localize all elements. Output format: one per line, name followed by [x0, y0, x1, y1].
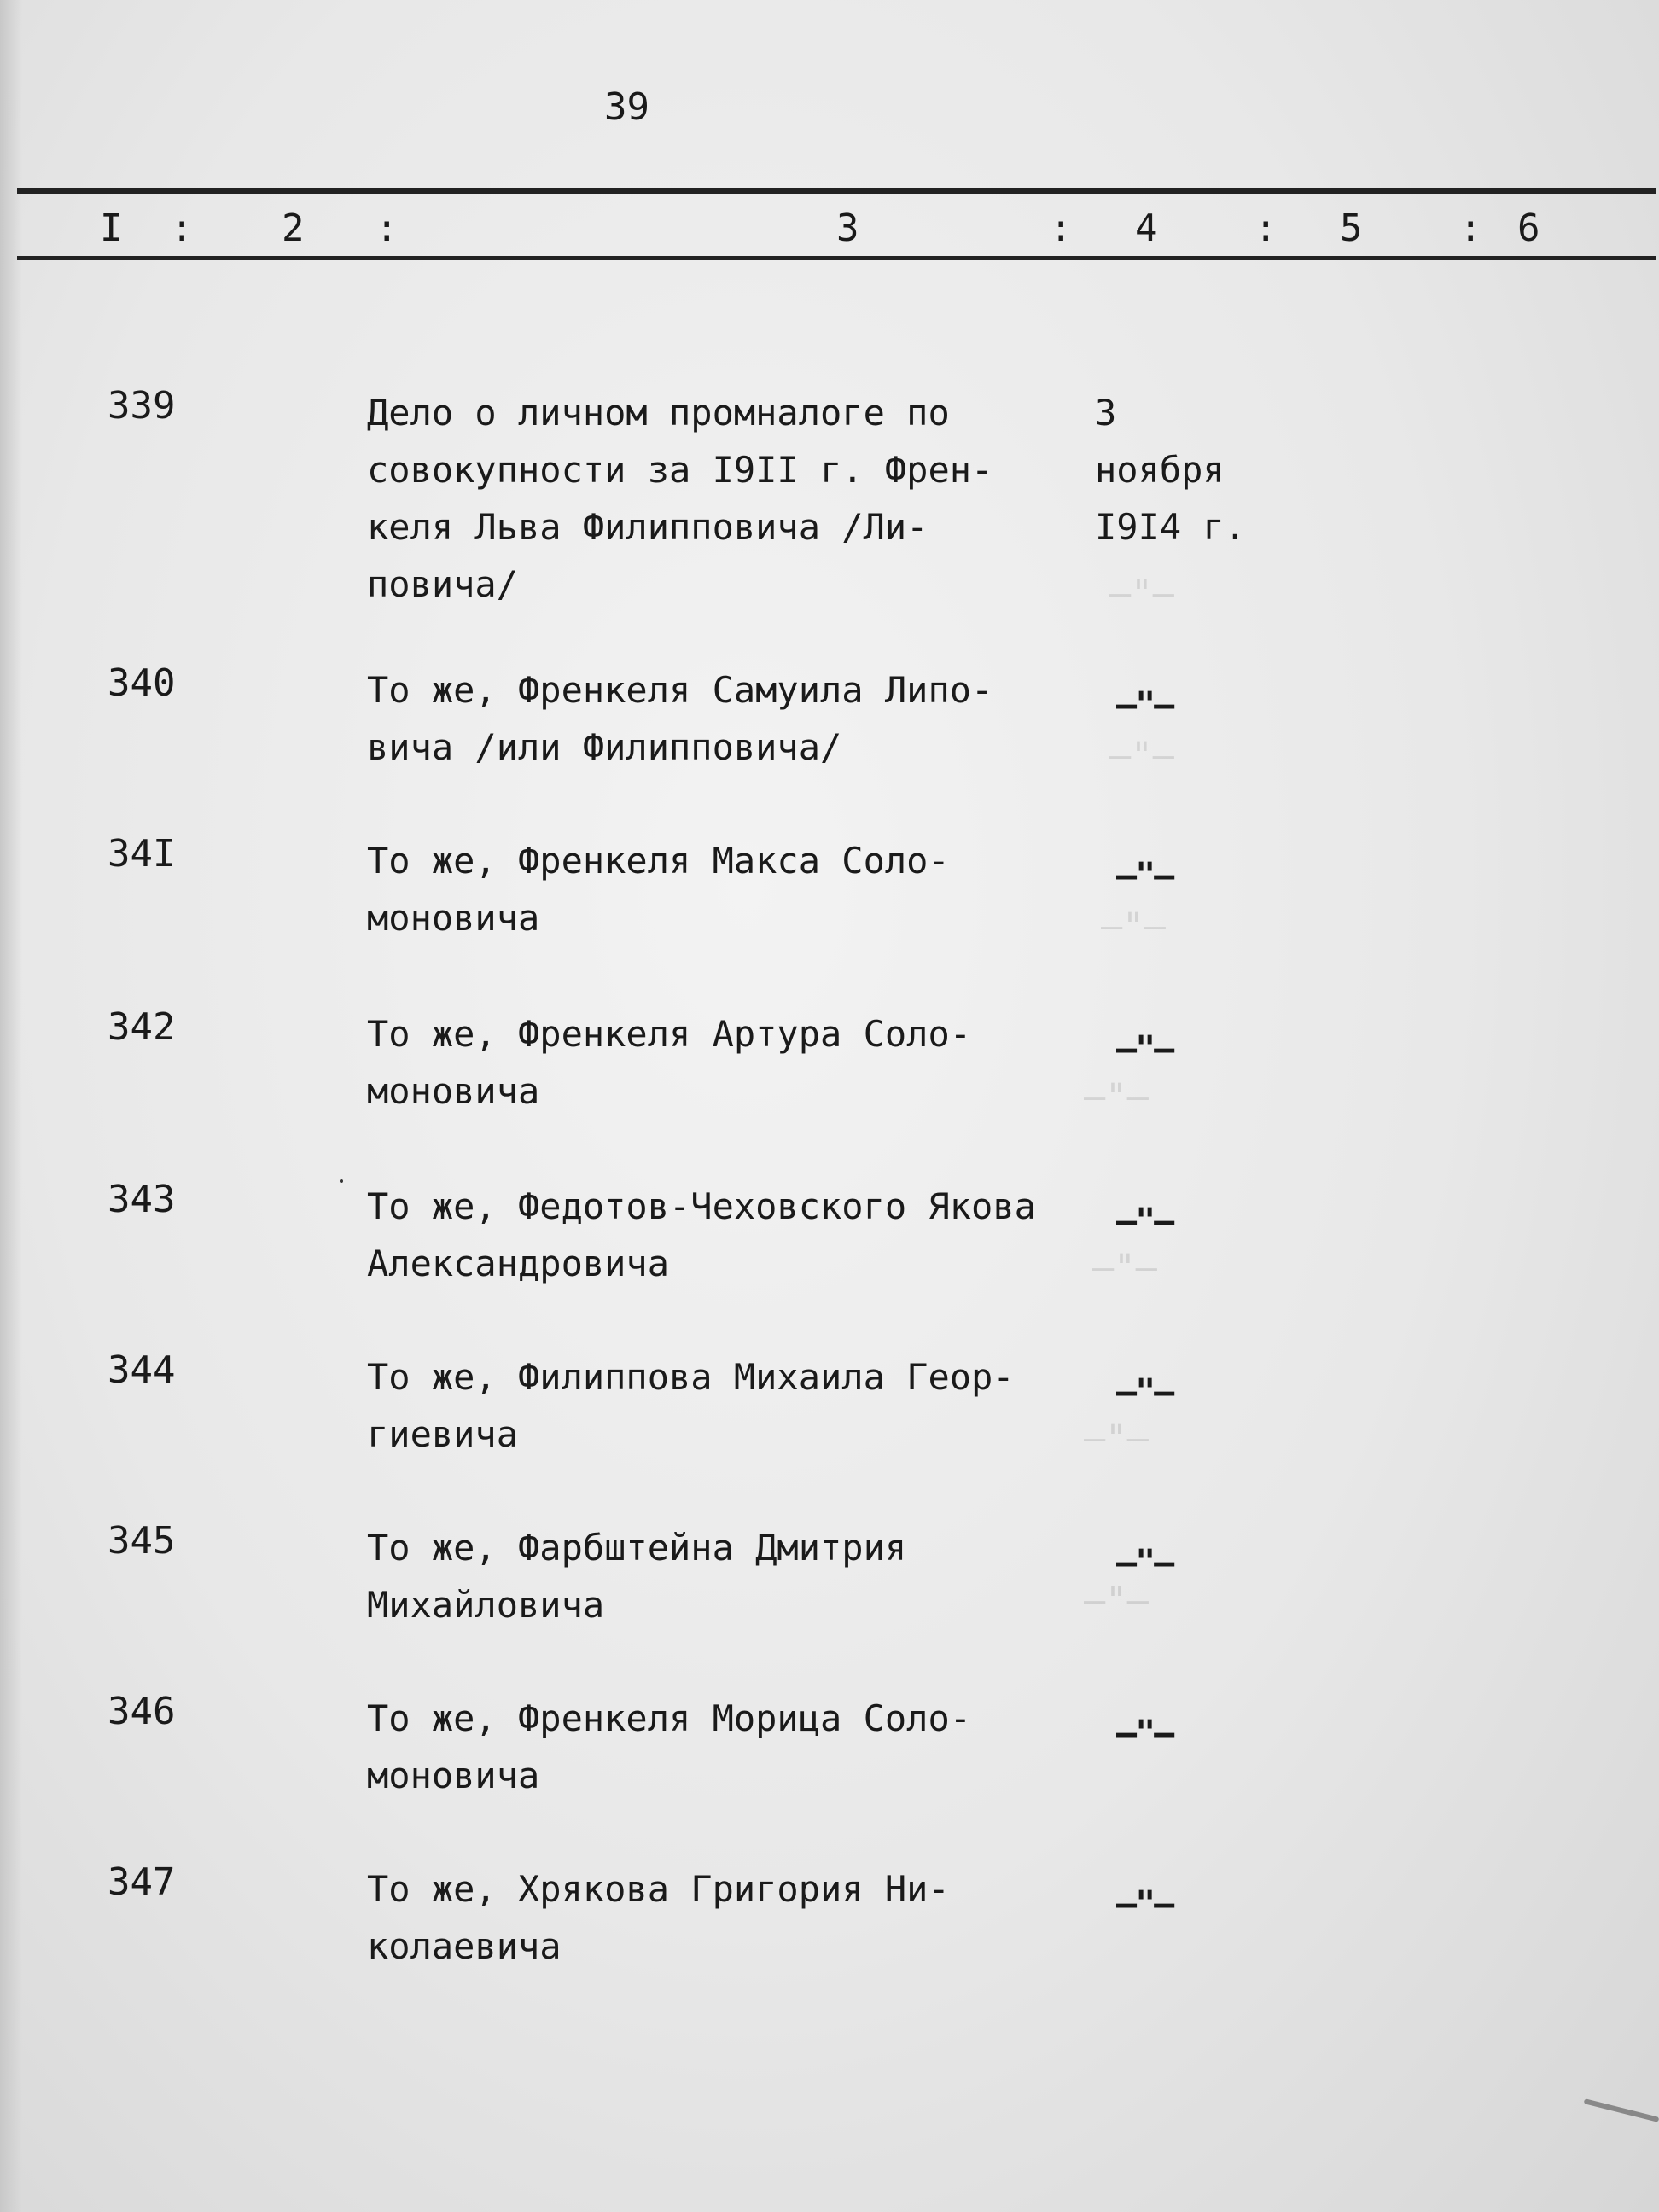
description-line: Михайловича [367, 1584, 605, 1626]
description-line: гиевича [367, 1413, 519, 1455]
description-line: То же, Френкеля Самуила Липо- [367, 669, 993, 711]
header-bottom-rule [17, 256, 1656, 260]
entry-number: 347 [108, 1860, 176, 1904]
column-header-1: I [100, 207, 123, 250]
description-line: повича/ [367, 563, 519, 605]
entry-description [367, 1860, 1109, 1975]
date-day: 3 [1095, 392, 1117, 434]
column-header-5: 5 [1340, 207, 1363, 250]
page-number: 39 [604, 85, 649, 129]
description-line: То же, Хрякова Григория Ни- [367, 1868, 950, 1910]
column-header-3: 3 [836, 207, 859, 250]
entry-description [367, 1690, 1109, 1804]
column-header-6: 6 [1517, 207, 1540, 250]
column-separator: : [171, 207, 194, 250]
entry-description [367, 1519, 1109, 1633]
entry-description [367, 661, 1109, 776]
description-line: моновича [367, 897, 540, 939]
column-separator: : [375, 207, 399, 250]
ditto-mark: –"– [1116, 856, 1173, 895]
entry-number: 340 [108, 661, 176, 705]
entry-description [367, 384, 1109, 613]
description-line: моновича [367, 1070, 540, 1112]
description-line: моновича [367, 1755, 540, 1796]
column-header-4: 4 [1135, 207, 1158, 250]
ditto-mark: –"– [1116, 1202, 1173, 1241]
description-line: То же, Френкеля Артура Соло- [367, 1013, 972, 1055]
description-line: То же, Федотов-Чеховского Якова [367, 1185, 1036, 1227]
description-line: совокупности за I9II г. Френ- [367, 449, 993, 491]
entry-date [1095, 384, 1246, 556]
entry-number: 343 [108, 1178, 176, 1221]
ditto-mark: –"– [1116, 1714, 1173, 1753]
entry-description [367, 832, 1109, 946]
description-line: келя Льва Филипповича /Ли- [367, 506, 928, 548]
column-separator: : [1459, 207, 1482, 250]
ditto-mark: –"– [1116, 1029, 1173, 1068]
entry-number: 339 [108, 384, 176, 428]
description-line: колаевича [367, 1925, 562, 1967]
ditto-mark: –"– [1116, 685, 1173, 725]
entry-description [367, 1005, 1109, 1120]
ditto-mark: –"– [1116, 1884, 1173, 1924]
header-top-rule [17, 188, 1656, 194]
entry-number: 344 [108, 1348, 176, 1392]
description-line: вича /или Филипповича/ [367, 726, 842, 768]
ink-speck [340, 1179, 343, 1183]
bleed-through-texture: —"— —"— —"— —"— —"— —"— —"— [1084, 572, 1174, 1621]
date-year: I9I4 г. [1095, 506, 1247, 548]
entry-number: 342 [108, 1005, 176, 1049]
description-line: То же, Фарбштейна Дмитрия [367, 1527, 907, 1569]
entry-description [367, 1348, 1109, 1463]
description-line: То же, Френкеля Морица Соло- [367, 1697, 972, 1739]
column-separator: : [1050, 207, 1073, 250]
description-line: То же, Френкеля Макса Соло- [367, 840, 950, 882]
description-line: Александровича [367, 1243, 670, 1284]
ditto-mark: –"– [1116, 1372, 1173, 1412]
description-line: То же, Филиппова Михаила Геор- [367, 1356, 1015, 1398]
date-month: ноября [1095, 449, 1225, 491]
column-separator: : [1254, 207, 1278, 250]
entry-number: 345 [108, 1519, 176, 1563]
entry-number: 34I [108, 832, 176, 876]
column-header-2: 2 [282, 207, 305, 250]
entry-number: 346 [108, 1690, 176, 1733]
ditto-mark: –"– [1116, 1543, 1173, 1582]
entry-description [367, 1178, 1109, 1292]
description-line: Дело о личном промналоге по [367, 392, 950, 434]
